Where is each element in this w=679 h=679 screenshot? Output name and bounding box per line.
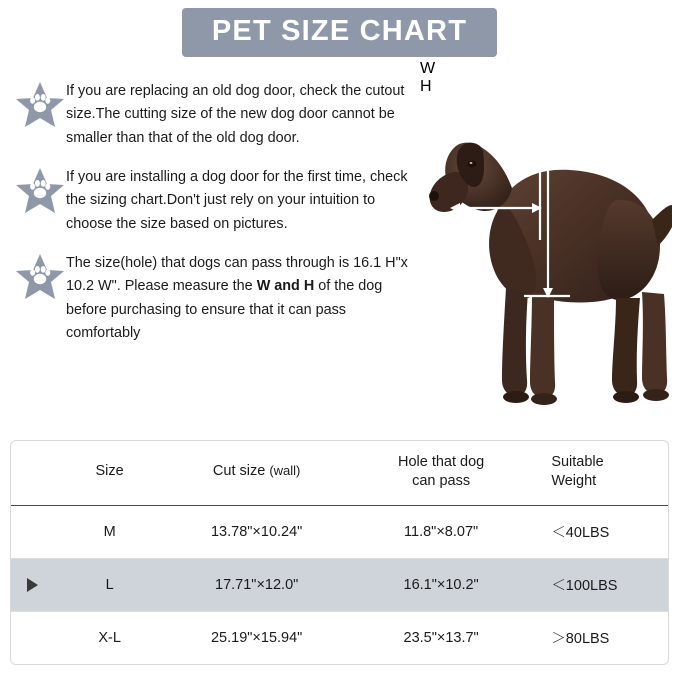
table-row[interactable] <box>11 505 668 558</box>
paw-star-icon <box>14 252 66 302</box>
row-marker <box>11 505 55 558</box>
list-item <box>14 164 424 236</box>
list-item-text: If you are installing a dog door for the first time, check the sizing chart.Don't just rely on your intuition to choose the size based on pictures. <box>66 168 408 232</box>
title-container <box>0 8 679 57</box>
dog-illustration <box>420 60 672 420</box>
row-hole: 23.5"×13.7" <box>403 629 479 646</box>
paw-star-icon <box>14 166 66 216</box>
header-hole-line2: can pass <box>412 472 471 489</box>
paw-star-icon <box>14 80 66 130</box>
header-hole <box>349 441 533 505</box>
header-hole-line1: Hole that dog <box>397 454 485 470</box>
table-header-row <box>11 441 668 505</box>
header-weight-line2: Weight <box>551 472 597 489</box>
page-title: PET SIZE CHART <box>182 8 497 57</box>
row-cut-size: 25.19"×15.94" <box>210 629 303 646</box>
row-hole: 11.8"×8.07" <box>349 505 533 558</box>
header-weight <box>533 441 668 505</box>
row-hole: 16.1"×10.2" <box>349 558 533 611</box>
row-weight: ＞80LBS <box>551 631 610 648</box>
header-weight-line1: Suitable <box>551 454 604 470</box>
dog-photo <box>420 60 672 420</box>
list-item-text-part1: The size(hole) that dogs can pass through is 16.1 H"x 10.2 W". Please measure the <box>66 254 408 295</box>
row-weight: ＜40LBS <box>533 505 668 558</box>
header-cut-size <box>164 441 349 505</box>
header-size: Size <box>55 441 165 505</box>
list-item-text: If you are replacing an old dog door, check the cutout size.The cutting size of the new dog door cannot be smaller than that of the old dog door. <box>66 83 405 146</box>
table-row[interactable] <box>11 611 668 664</box>
row-size: M <box>55 505 165 558</box>
list-item-text-emphasis: W and H <box>256 278 315 295</box>
height-label: H <box>420 78 432 95</box>
row-size: L <box>55 558 165 611</box>
table-row[interactable] <box>11 558 668 611</box>
row-cut-size: 13.78"×10.24" <box>164 505 349 558</box>
row-size: X-L <box>98 629 121 646</box>
row-weight: ＜100LBS <box>533 558 668 611</box>
list-item <box>14 78 424 150</box>
header-cut-size-main: Cut size <box>212 463 266 480</box>
list-item-text-part2: of the dog before purchasing to ensure that it can pass comfortably <box>66 278 383 341</box>
row-marker <box>11 611 55 664</box>
selected-row-arrow-icon <box>27 578 38 592</box>
header-cut-size-sub: (wall) <box>269 463 301 479</box>
list-item-text <box>66 250 424 345</box>
width-label: W <box>420 60 436 77</box>
row-marker <box>11 558 55 611</box>
instructions-list <box>14 78 424 359</box>
header-marker <box>11 441 55 505</box>
size-chart-table <box>10 440 669 665</box>
list-item <box>14 250 424 345</box>
row-cut-size: 17.71"×12.0" <box>164 558 349 611</box>
